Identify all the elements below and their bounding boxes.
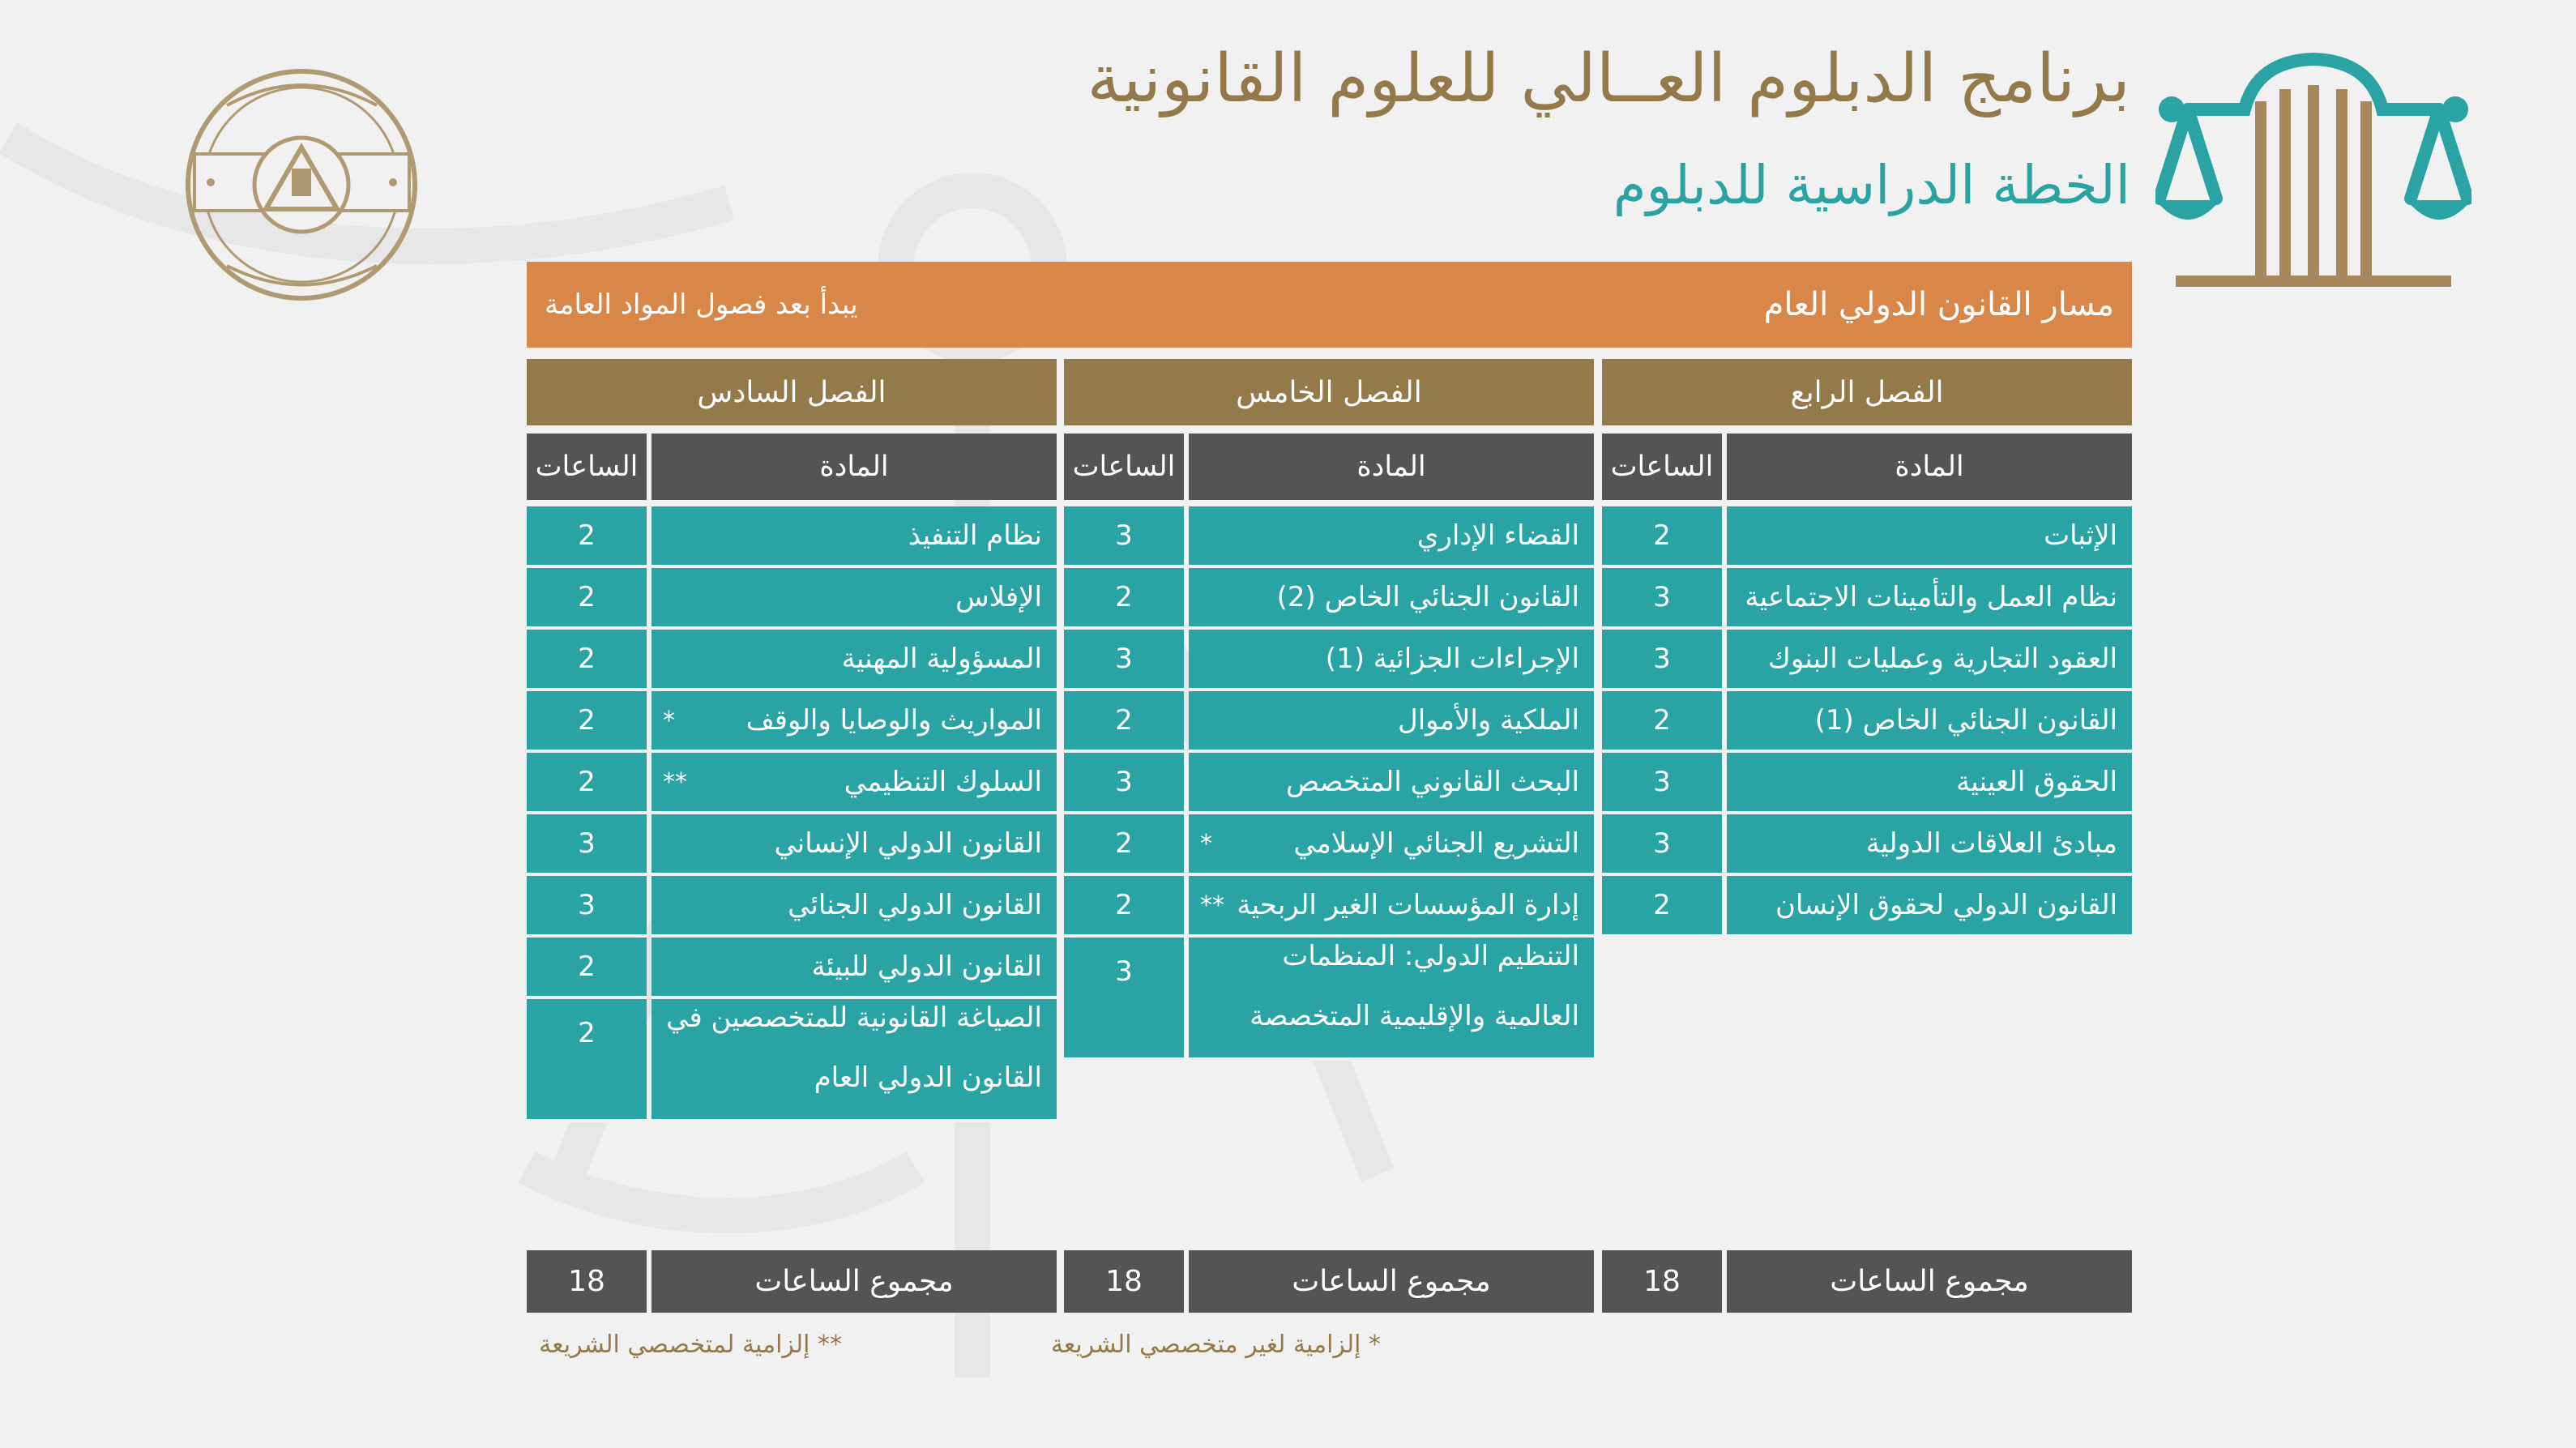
hours-cell: 2: [1064, 814, 1184, 876]
course-row: [651, 814, 1057, 876]
hours-cell: 3: [1064, 630, 1184, 691]
hours-cells: [1602, 506, 1722, 938]
hours-cell: 3: [527, 814, 647, 876]
course-row: [651, 691, 1057, 753]
subject-column: [1727, 434, 2132, 938]
course-name: القانون الدولي الإنساني: [774, 827, 1042, 860]
course-row: [651, 753, 1057, 814]
total-row: [1064, 1250, 1594, 1313]
hours-cell: 3: [1602, 753, 1722, 814]
hours-cell: 2: [527, 630, 647, 691]
course-row: [1727, 691, 2132, 753]
hours-cell: 2: [527, 568, 647, 630]
course-name: نظام العمل والتأمينات الاجتماعية: [1745, 581, 2117, 613]
semester-header: الفصل الخامس: [1064, 359, 1594, 425]
subject-column-header: المادة: [1189, 434, 1594, 500]
course-name: القانون الجنائي الخاص (1): [1814, 704, 2117, 737]
hours-cells: [527, 506, 647, 1122]
hours-cell: 2: [527, 938, 647, 999]
hours-cell: 2: [527, 506, 647, 568]
course-row: [651, 999, 1057, 1122]
page-subtitle: الخطة الدراسية للدبلوم: [1613, 154, 2130, 216]
total-hours-label: مجموع الساعات: [1727, 1250, 2132, 1313]
course-row: [1189, 568, 1594, 630]
semester-5-block: [1064, 359, 1594, 1313]
hours-cell: 2: [1064, 876, 1184, 938]
course-row: [1189, 691, 1594, 753]
hours-cell: 2: [1064, 691, 1184, 753]
hours-cell: 2: [527, 999, 647, 1122]
course-name: التشريع الجنائي الإسلامي: [1293, 827, 1579, 860]
track-note: يبدأ بعد فصول المواد العامة: [545, 288, 858, 321]
hours-column-header: الساعات: [1602, 434, 1722, 500]
institute-seal-logo: [178, 57, 425, 316]
total-row: [527, 1250, 1057, 1313]
semester-6-block: [527, 359, 1057, 1313]
course-row: [1727, 876, 2132, 938]
hours-column: [1064, 434, 1184, 1061]
subject-cells: [1727, 506, 2132, 938]
hours-cell: 2: [1602, 506, 1722, 568]
hours-column: [527, 434, 647, 1122]
course-name: العقود التجارية وعمليات البنوك: [1767, 643, 2117, 675]
course-name: إدارة المؤسسات الغير الربحية: [1237, 889, 1579, 921]
subject-column: [1189, 434, 1594, 1061]
page-title: برنامج الدبلوم العــالي للعلوم القانونية: [1087, 41, 2130, 117]
hours-column-header: الساعات: [1064, 434, 1184, 500]
semester-header: الفصل الرابع: [1602, 359, 2132, 425]
hours-cells: [1064, 506, 1184, 1061]
course-row: [651, 568, 1057, 630]
course-name: الإفلاس: [955, 581, 1042, 613]
hours-cell: 2: [1064, 568, 1184, 630]
scales-of-justice-icon: [2155, 45, 2471, 296]
hours-cell: 3: [1064, 753, 1184, 814]
course-name: مبادئ العلاقات الدولية: [1865, 827, 2117, 860]
total-row: [1602, 1250, 2132, 1313]
hours-cell: 3: [1064, 506, 1184, 568]
hours-cell: 3: [1602, 568, 1722, 630]
course-mark: *: [663, 706, 675, 735]
course-mark: *: [1200, 829, 1212, 858]
footnote-double-star: ** إلزامية لمتخصصي الشريعة: [539, 1331, 842, 1359]
course-row: [1189, 753, 1594, 814]
hours-cell: 3: [527, 876, 647, 938]
course-row: [1189, 630, 1594, 691]
course-name: التنظيم الدولي: المنظمات العالمية والإقليمية المتخصصة: [1250, 940, 1579, 1032]
course-row: [1727, 630, 2132, 691]
total-hours-value: 18: [527, 1250, 647, 1313]
course-name: السلوك التنظيمي: [844, 766, 1042, 798]
hours-cell: 2: [1602, 691, 1722, 753]
total-hours-value: 18: [1602, 1250, 1722, 1313]
hours-cell: 3: [1064, 938, 1184, 1061]
course-name: الملكية والأموال: [1398, 704, 1579, 737]
total-hours-label: مجموع الساعات: [1189, 1250, 1594, 1313]
course-row: [1189, 506, 1594, 568]
hours-column-header: الساعات: [527, 434, 647, 500]
footnote-single-star: * إلزامية لغير متخصصي الشريعة: [1050, 1331, 1381, 1359]
course-mark: **: [1200, 891, 1224, 920]
hours-cell: 2: [527, 753, 647, 814]
hours-cell: 3: [1602, 630, 1722, 691]
course-row: [1727, 814, 2132, 876]
course-name: الحقوق العينية: [1956, 766, 2117, 798]
course-row: [1189, 814, 1594, 876]
course-name: القانون الدولي الجنائي: [788, 889, 1042, 921]
total-hours-label: مجموع الساعات: [651, 1250, 1057, 1313]
hours-cell: 2: [527, 691, 647, 753]
hours-column: [1602, 434, 1722, 938]
course-row: [651, 876, 1057, 938]
course-row: [1727, 506, 2132, 568]
subject-cells: [1189, 506, 1594, 1061]
course-name: نظام التنفيذ: [908, 519, 1042, 552]
course-row: [651, 506, 1057, 568]
course-row: [651, 630, 1057, 691]
course-row: [1727, 753, 2132, 814]
subject-column-header: المادة: [651, 434, 1057, 500]
course-row: [1189, 938, 1594, 1061]
total-hours-value: 18: [1064, 1250, 1184, 1313]
course-name: الإثبات: [2044, 519, 2117, 552]
subject-column: [651, 434, 1057, 1122]
hours-cell: 3: [1602, 814, 1722, 876]
course-name: الإجراءات الجزائية (1): [1325, 643, 1579, 675]
semester-4-block: [1602, 359, 2132, 1313]
semester-header: الفصل السادس: [527, 359, 1057, 425]
track-title: مسار القانون الدولي العام: [1763, 286, 2114, 323]
course-name: القانون الدولي للبيئة: [811, 950, 1042, 983]
course-name: المسؤولية المهنية: [841, 643, 1042, 675]
subject-cells: [651, 506, 1057, 1122]
subject-column-header: المادة: [1727, 434, 2132, 500]
course-mark: **: [663, 767, 687, 797]
course-name: البحث القانوني المتخصص: [1285, 766, 1579, 798]
track-header-bar: [527, 262, 2132, 348]
hours-cell: 2: [1602, 876, 1722, 938]
course-name: القانون الدولي لحقوق الإنسان: [1775, 889, 2117, 921]
course-name: القضاء الإداري: [1416, 519, 1579, 552]
course-name: القانون الجنائي الخاص (2): [1276, 581, 1579, 613]
course-name: المواريث والوصايا والوقف: [745, 704, 1042, 737]
course-row: [1727, 568, 2132, 630]
course-name: الصياغة القانونية للمتخصصين في القانون الدولي العام: [666, 1002, 1042, 1094]
